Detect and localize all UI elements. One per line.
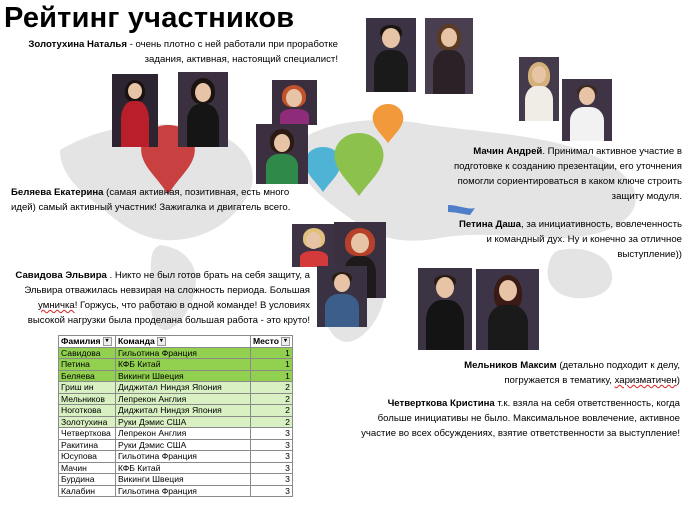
note-zolotukhina: [20, 37, 338, 67]
table-row: [59, 359, 293, 371]
note-zolotukhina-name: Золотухина Наталья: [28, 39, 127, 50]
filter-dropdown-icon[interactable]: ▾: [157, 337, 166, 346]
cell-place[interactable]: 2: [251, 416, 293, 428]
cell-place[interactable]: 3: [251, 428, 293, 440]
note-savidova-text-2: ! Горжусь, что работаю в одной команде! В условиях высокой нагрузки была проделана большая работа - это круто!: [27, 300, 310, 326]
cell-surname[interactable]: Ракитина: [59, 439, 116, 451]
note-melnikov-text-1: (детально подходит к делу, погружается в тематику,: [504, 360, 680, 386]
table-row: [59, 405, 293, 417]
note-machin: [444, 144, 682, 204]
note-savidova-name: Савидова Эльвира: [15, 270, 107, 281]
cell-surname[interactable]: Беляева: [59, 370, 116, 382]
cell-team[interactable]: Диджитал Ниндзя Япония: [116, 382, 251, 394]
note-belyaeva: [11, 185, 295, 215]
filter-dropdown-icon[interactable]: ▾: [103, 337, 112, 346]
cell-place[interactable]: 1: [251, 347, 293, 359]
table-header-row: [59, 336, 293, 348]
filter-dropdown-icon[interactable]: ▾: [281, 337, 290, 346]
photo-team-man: [317, 266, 367, 327]
note-melnikov-highlight: харизматичен: [614, 375, 677, 386]
photo-chetvertkova: [476, 269, 539, 350]
table-row: [59, 370, 293, 382]
cell-team[interactable]: Викинги Швеция: [116, 474, 251, 486]
cell-place[interactable]: 2: [251, 405, 293, 417]
cell-team[interactable]: Гильотина Франция: [116, 347, 251, 359]
cell-team[interactable]: Гильотина Франция: [116, 485, 251, 497]
note-melnikov: [440, 358, 680, 388]
cell-place[interactable]: 3: [251, 485, 293, 497]
note-savidova-highlight: умничка: [38, 300, 75, 311]
cell-place[interactable]: 3: [251, 439, 293, 451]
header-place[interactable]: Место ▾: [251, 336, 293, 348]
photo-petina: [519, 57, 559, 121]
cell-surname[interactable]: Савидова: [59, 347, 116, 359]
note-chetvertkova-name: Четверткова Кристина: [387, 398, 495, 409]
cell-team[interactable]: Лепрекон Англия: [116, 393, 251, 405]
cell-team[interactable]: КФБ Китай: [116, 359, 251, 371]
cell-place[interactable]: 2: [251, 382, 293, 394]
table-row: [59, 485, 293, 497]
cell-team[interactable]: Руки Дэмис США: [116, 416, 251, 428]
photo-top-right-woman: [425, 18, 473, 94]
table-row: [59, 474, 293, 486]
ranking-table: [58, 335, 293, 497]
table-row: [59, 382, 293, 394]
cell-place[interactable]: 3: [251, 474, 293, 486]
cell-surname[interactable]: Петина: [59, 359, 116, 371]
photo-zolotukhina-left: [112, 74, 158, 147]
page-title: Рейтинг участников: [4, 2, 295, 34]
photo-melnikov: [418, 268, 472, 350]
cell-team[interactable]: Гильотина Франция: [116, 451, 251, 463]
note-machin-name: Мачин Андрей: [473, 146, 543, 157]
header-team[interactable]: Команда ▾: [116, 336, 251, 348]
table-row: [59, 393, 293, 405]
photo-savidova: [292, 224, 336, 267]
note-zolotukhina-text: - очень плотно с ней работали при проработке задания, активная, настоящий специалист!: [126, 39, 338, 65]
note-melnikov-name: Мельников Максим: [464, 360, 557, 371]
cell-place[interactable]: 3: [251, 451, 293, 463]
cell-surname[interactable]: Калабин: [59, 485, 116, 497]
table-row: [59, 416, 293, 428]
cell-place[interactable]: 2: [251, 393, 293, 405]
cell-team[interactable]: Викинги Швеция: [116, 370, 251, 382]
cell-surname[interactable]: Мельников: [59, 393, 116, 405]
cell-team[interactable]: Руки Дэмис США: [116, 439, 251, 451]
cell-team[interactable]: Лепрекон Англия: [116, 428, 251, 440]
note-belyaeva-name: Беляева Екатерина: [11, 187, 104, 198]
cell-surname[interactable]: Бурдина: [59, 474, 116, 486]
cell-place[interactable]: 3: [251, 462, 293, 474]
note-savidova: [10, 268, 310, 328]
note-petina-name: Петина Даша: [459, 219, 521, 230]
photo-machin-top-left: [366, 18, 416, 92]
table-row: [59, 462, 293, 474]
note-chetvertkova: [356, 396, 680, 441]
cell-place[interactable]: 1: [251, 370, 293, 382]
note-chetvertkova-text: т.к. взяла на себя ответственность, когда больше инициативы не было. Максимальное вовлечение, активное участие во всех обсуждениях, взятие ответственности за выступление!: [361, 398, 680, 439]
cell-team[interactable]: Диджитал Ниндзя Япония: [116, 405, 251, 417]
table-row: [59, 428, 293, 440]
cell-team[interactable]: КФБ Китай: [116, 462, 251, 474]
note-belyaeva-text: (самая активная, позитивная, есть много идей) самый активный участник! Зажигалка и двигатель всего.: [11, 187, 291, 213]
cell-surname[interactable]: Гриш ин: [59, 382, 116, 394]
note-melnikov-text-2: ): [676, 375, 680, 386]
header-surname[interactable]: Фамилия ▾: [59, 336, 116, 348]
photo-machin: [562, 79, 612, 141]
cell-place[interactable]: 1: [251, 359, 293, 371]
photo-belyaeva-top: [272, 80, 317, 125]
note-machin-text: . Принимал активное участие в подготовке к созданию презентации, его уточнения помогли сориентироваться в каком ключе строить защиту модуля.: [453, 146, 682, 202]
photo-belyaeva-bottom: [256, 124, 308, 184]
cell-surname[interactable]: Юсупова: [59, 451, 116, 463]
photo-zolotukhina-right: [178, 72, 228, 147]
table-row: [59, 451, 293, 463]
table-row: [59, 439, 293, 451]
cell-surname[interactable]: Четверткова: [59, 428, 116, 440]
table-row: [59, 347, 293, 359]
cell-surname[interactable]: Золотухина: [59, 416, 116, 428]
note-savidova-text-1: . Никто не был готов брать на себя защиту, а Эльвира отважилась невзирая на сложность периода. Большая: [24, 270, 310, 296]
note-petina-text: , за инициативность, вовлеченность и командный дух. Ну и конечно за отличное выступление)): [486, 219, 682, 260]
cell-surname[interactable]: Мачин: [59, 462, 116, 474]
note-petina: [452, 217, 682, 262]
cell-surname[interactable]: Ноготкова: [59, 405, 116, 417]
